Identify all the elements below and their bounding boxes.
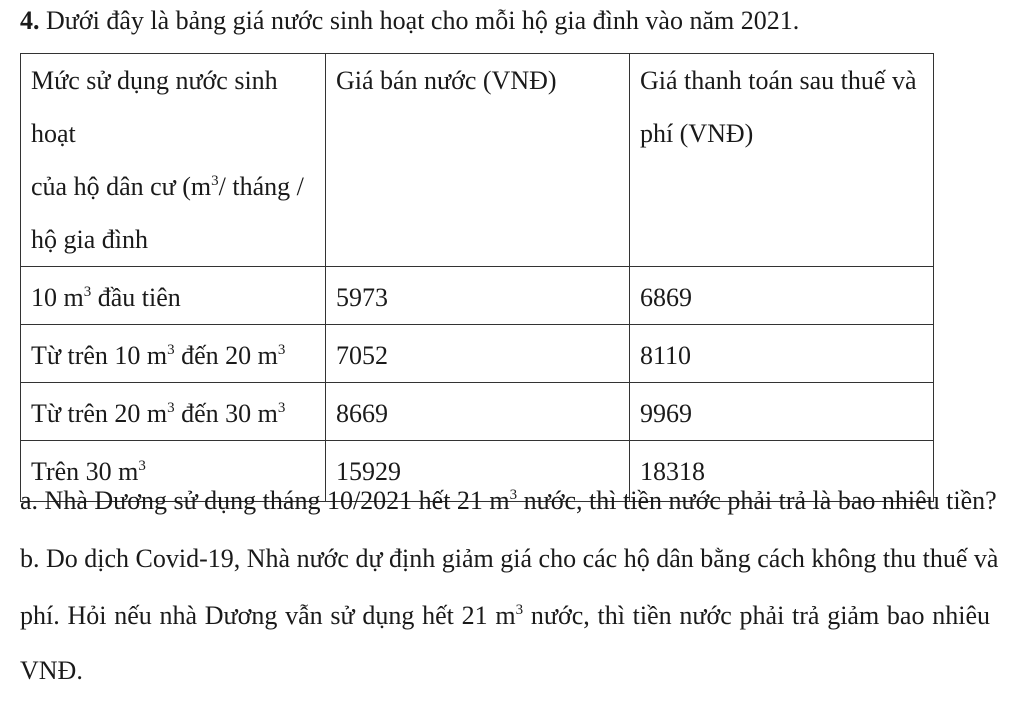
question-a-pre: a. Nhà Dương sử dụng tháng 10/2021 hết 21 m — [20, 486, 510, 515]
question-b-line1: b. Do dịch Covid-19, Nhà nước dự định giảm giá cho các hộ dân bằng cách không thu thuế và — [20, 544, 999, 573]
table-header-row — [21, 54, 934, 267]
after-tax-price-cell: 9969 — [629, 383, 933, 441]
header-selling-price — [325, 54, 629, 267]
usage-level-sup: 3 — [167, 342, 175, 358]
usage-level-text: Từ trên 20 m — [31, 399, 168, 428]
usage-level-sup: 3 — [167, 400, 175, 416]
question-b-line2 — [20, 601, 990, 631]
table-row — [21, 325, 934, 383]
question-b-line2-pre: phí. Hỏi nếu nhà Dương vẫn sử dụng hết 21 m — [20, 601, 516, 630]
question-a-sup: 3 — [509, 487, 518, 503]
after-tax-price-cell: 8110 — [629, 325, 933, 383]
header-after-tax-line1: Giá thanh toán sau thuế và — [639, 66, 917, 95]
selling-price-cell: 8669 — [325, 383, 629, 441]
question-b-line2-sup: 3 — [515, 602, 524, 618]
problem-title — [20, 4, 799, 38]
usage-level-cell — [21, 267, 326, 325]
selling-price-cell: 15929 — [325, 441, 629, 502]
usage-level-text-post: đầu tiên — [91, 283, 181, 312]
usage-level-sup: 3 — [138, 458, 146, 474]
after-tax-price-cell: 18318 — [629, 441, 933, 502]
header-usage-line1: Mức sử dụng nước sinh hoạt — [31, 66, 278, 148]
usage-level-text: Trên 30 m — [31, 457, 139, 486]
header-usage-level — [21, 54, 326, 267]
header-usage-line2-post: / tháng / — [218, 172, 304, 201]
header-usage-line2 — [31, 160, 315, 213]
header-usage-line3: hộ gia đình — [31, 225, 148, 254]
usage-level-sup: 3 — [83, 284, 92, 300]
header-after-tax-line2: phí (VNĐ) — [639, 119, 754, 148]
usage-level-text: Từ trên 10 m — [31, 341, 168, 370]
header-after-tax-price — [629, 54, 933, 267]
question-a — [20, 486, 997, 516]
usage-level-sup2: 3 — [277, 400, 286, 416]
after-tax-price-cell: 6869 — [629, 267, 933, 325]
question-b-line2-post: nước, thì tiền nước phải trả giảm bao nhiêu — [523, 601, 990, 630]
usage-level-cell — [21, 325, 326, 383]
usage-level-text-mid: đến 20 m — [174, 341, 278, 370]
usage-level-text: 10 m — [31, 283, 84, 312]
usage-level-text-mid: đến 30 m — [174, 399, 278, 428]
header-selling-price-text: Giá bán nước (VNĐ) — [335, 66, 557, 95]
question-b-line3: VNĐ. — [20, 656, 83, 685]
header-usage-line2-sup: 3 — [211, 173, 219, 189]
header-usage-line2-pre: của hộ dân cư (m — [31, 172, 212, 201]
problem-title-text: Dưới đây là bảng giá nước sinh hoạt cho mỗi hộ gia đình vào năm 2021. — [46, 6, 800, 35]
selling-price-cell: 5973 — [325, 267, 629, 325]
selling-price-cell: 7052 — [325, 325, 629, 383]
water-price-table — [20, 53, 934, 502]
usage-level-sup2: 3 — [277, 342, 286, 358]
problem-number: 4. — [20, 6, 40, 35]
table-row — [21, 267, 934, 325]
usage-level-cell — [21, 383, 326, 441]
question-a-post: nước, thì tiền nước phải trả là bao nhiêu tiền? — [517, 486, 997, 515]
table-row — [21, 383, 934, 441]
